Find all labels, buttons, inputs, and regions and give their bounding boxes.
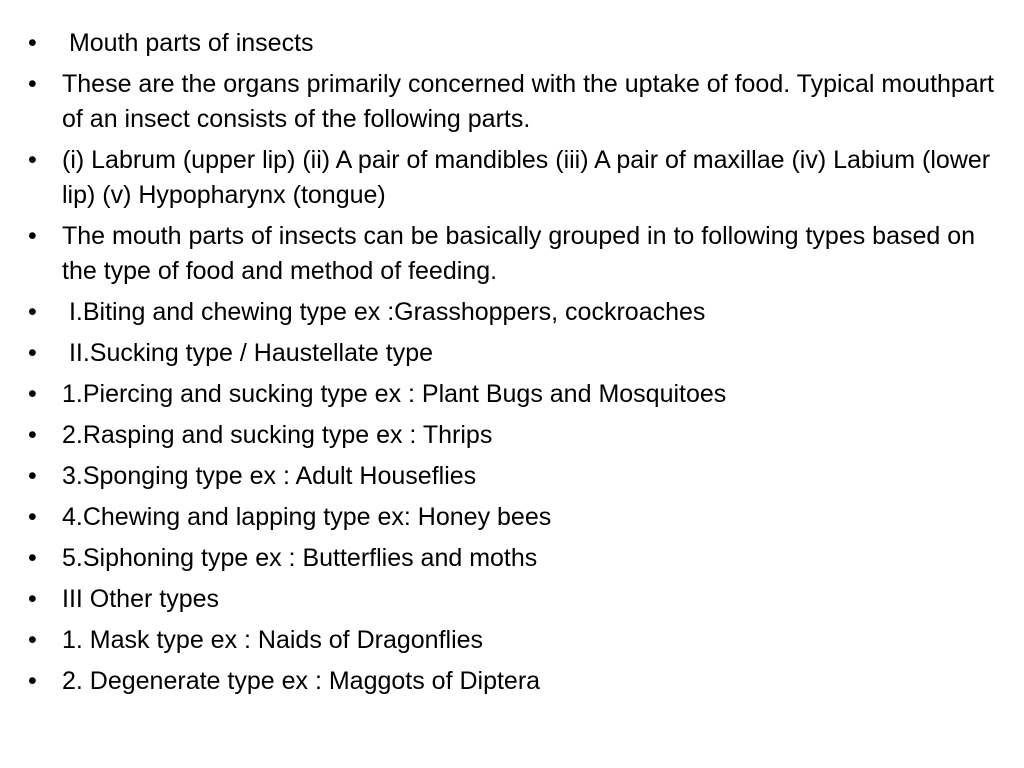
bullet-item-organs-definition (28, 67, 1001, 137)
bullet-item-chewing-lapping (28, 500, 994, 535)
bullet-dot-icon: • (28, 146, 37, 174)
bullet-item-piercing-sucking (28, 377, 994, 412)
bullet-item-siphoning (28, 541, 994, 576)
bullet-item-biting-chewing (28, 295, 994, 330)
bullet-text: I.Biting and chewing type ex :Grasshoppers, cockroaches (62, 298, 706, 326)
bullet-text: These are the organs primarily concerned with the uptake of food. Typical mouthpart of an insect consists of the following parts. (62, 70, 1001, 133)
bullet-dot-icon: • (28, 298, 37, 326)
bullet-dot-icon: • (28, 421, 37, 449)
bullet-text: 3.Sponging type ex : Adult Houseflies (62, 462, 477, 490)
bullet-text: III Other types (62, 585, 220, 613)
bullet-dot-icon: • (28, 70, 37, 98)
bullet-list (28, 26, 1001, 705)
bullet-text: The mouth parts of insects can be basically grouped in to following types based on the type of food and method of feeding. (62, 222, 982, 285)
bullet-text: 1.Piercing and sucking type ex : Plant Bugs and Mosquitoes (62, 380, 727, 408)
bullet-dot-icon: • (28, 544, 37, 572)
bullet-text: (i) Labrum (upper lip) (ii) A pair of mandibles (iii) A pair of maxillae (iv) Labium (lower lip) (v) Hypopharynx (tongue) (62, 146, 998, 209)
bullet-item-sponging (28, 459, 994, 494)
bullet-dot-icon: • (28, 29, 37, 57)
bullet-dot-icon: • (28, 626, 37, 654)
bullet-text: 1. Mask type ex : Naids of Dragonflies (62, 626, 484, 654)
bullet-dot-icon: • (28, 667, 37, 695)
bullet-dot-icon: • (28, 339, 37, 367)
bullet-text: 4.Chewing and lapping type ex: Honey bees (62, 503, 552, 531)
bullet-item-parts-list (28, 143, 998, 213)
bullet-dot-icon: • (28, 462, 37, 490)
bullet-item-other-types (28, 582, 994, 617)
bullet-text: 2. Degenerate type ex : Maggots of Diptera (62, 667, 541, 695)
bullet-text: 2.Rasping and sucking type ex : Thrips (62, 421, 493, 449)
bullet-text: 5.Siphoning type ex : Butterflies and moths (62, 544, 538, 572)
bullet-text: Mouth parts of insects (62, 29, 314, 57)
bullet-item-grouping (28, 219, 994, 289)
bullet-dot-icon: • (28, 222, 37, 250)
bullet-item-degenerate-type (28, 664, 994, 699)
bullet-dot-icon: • (28, 380, 37, 408)
bullet-text: II.Sucking type / Haustellate type (62, 339, 434, 367)
bullet-dot-icon: • (28, 503, 37, 531)
bullet-item-sucking-type (28, 336, 994, 371)
bullet-item-mask-type (28, 623, 994, 658)
bullet-item-mouth-parts-heading (28, 26, 994, 61)
bullet-dot-icon: • (28, 585, 37, 613)
bullet-item-rasping-sucking (28, 418, 994, 453)
